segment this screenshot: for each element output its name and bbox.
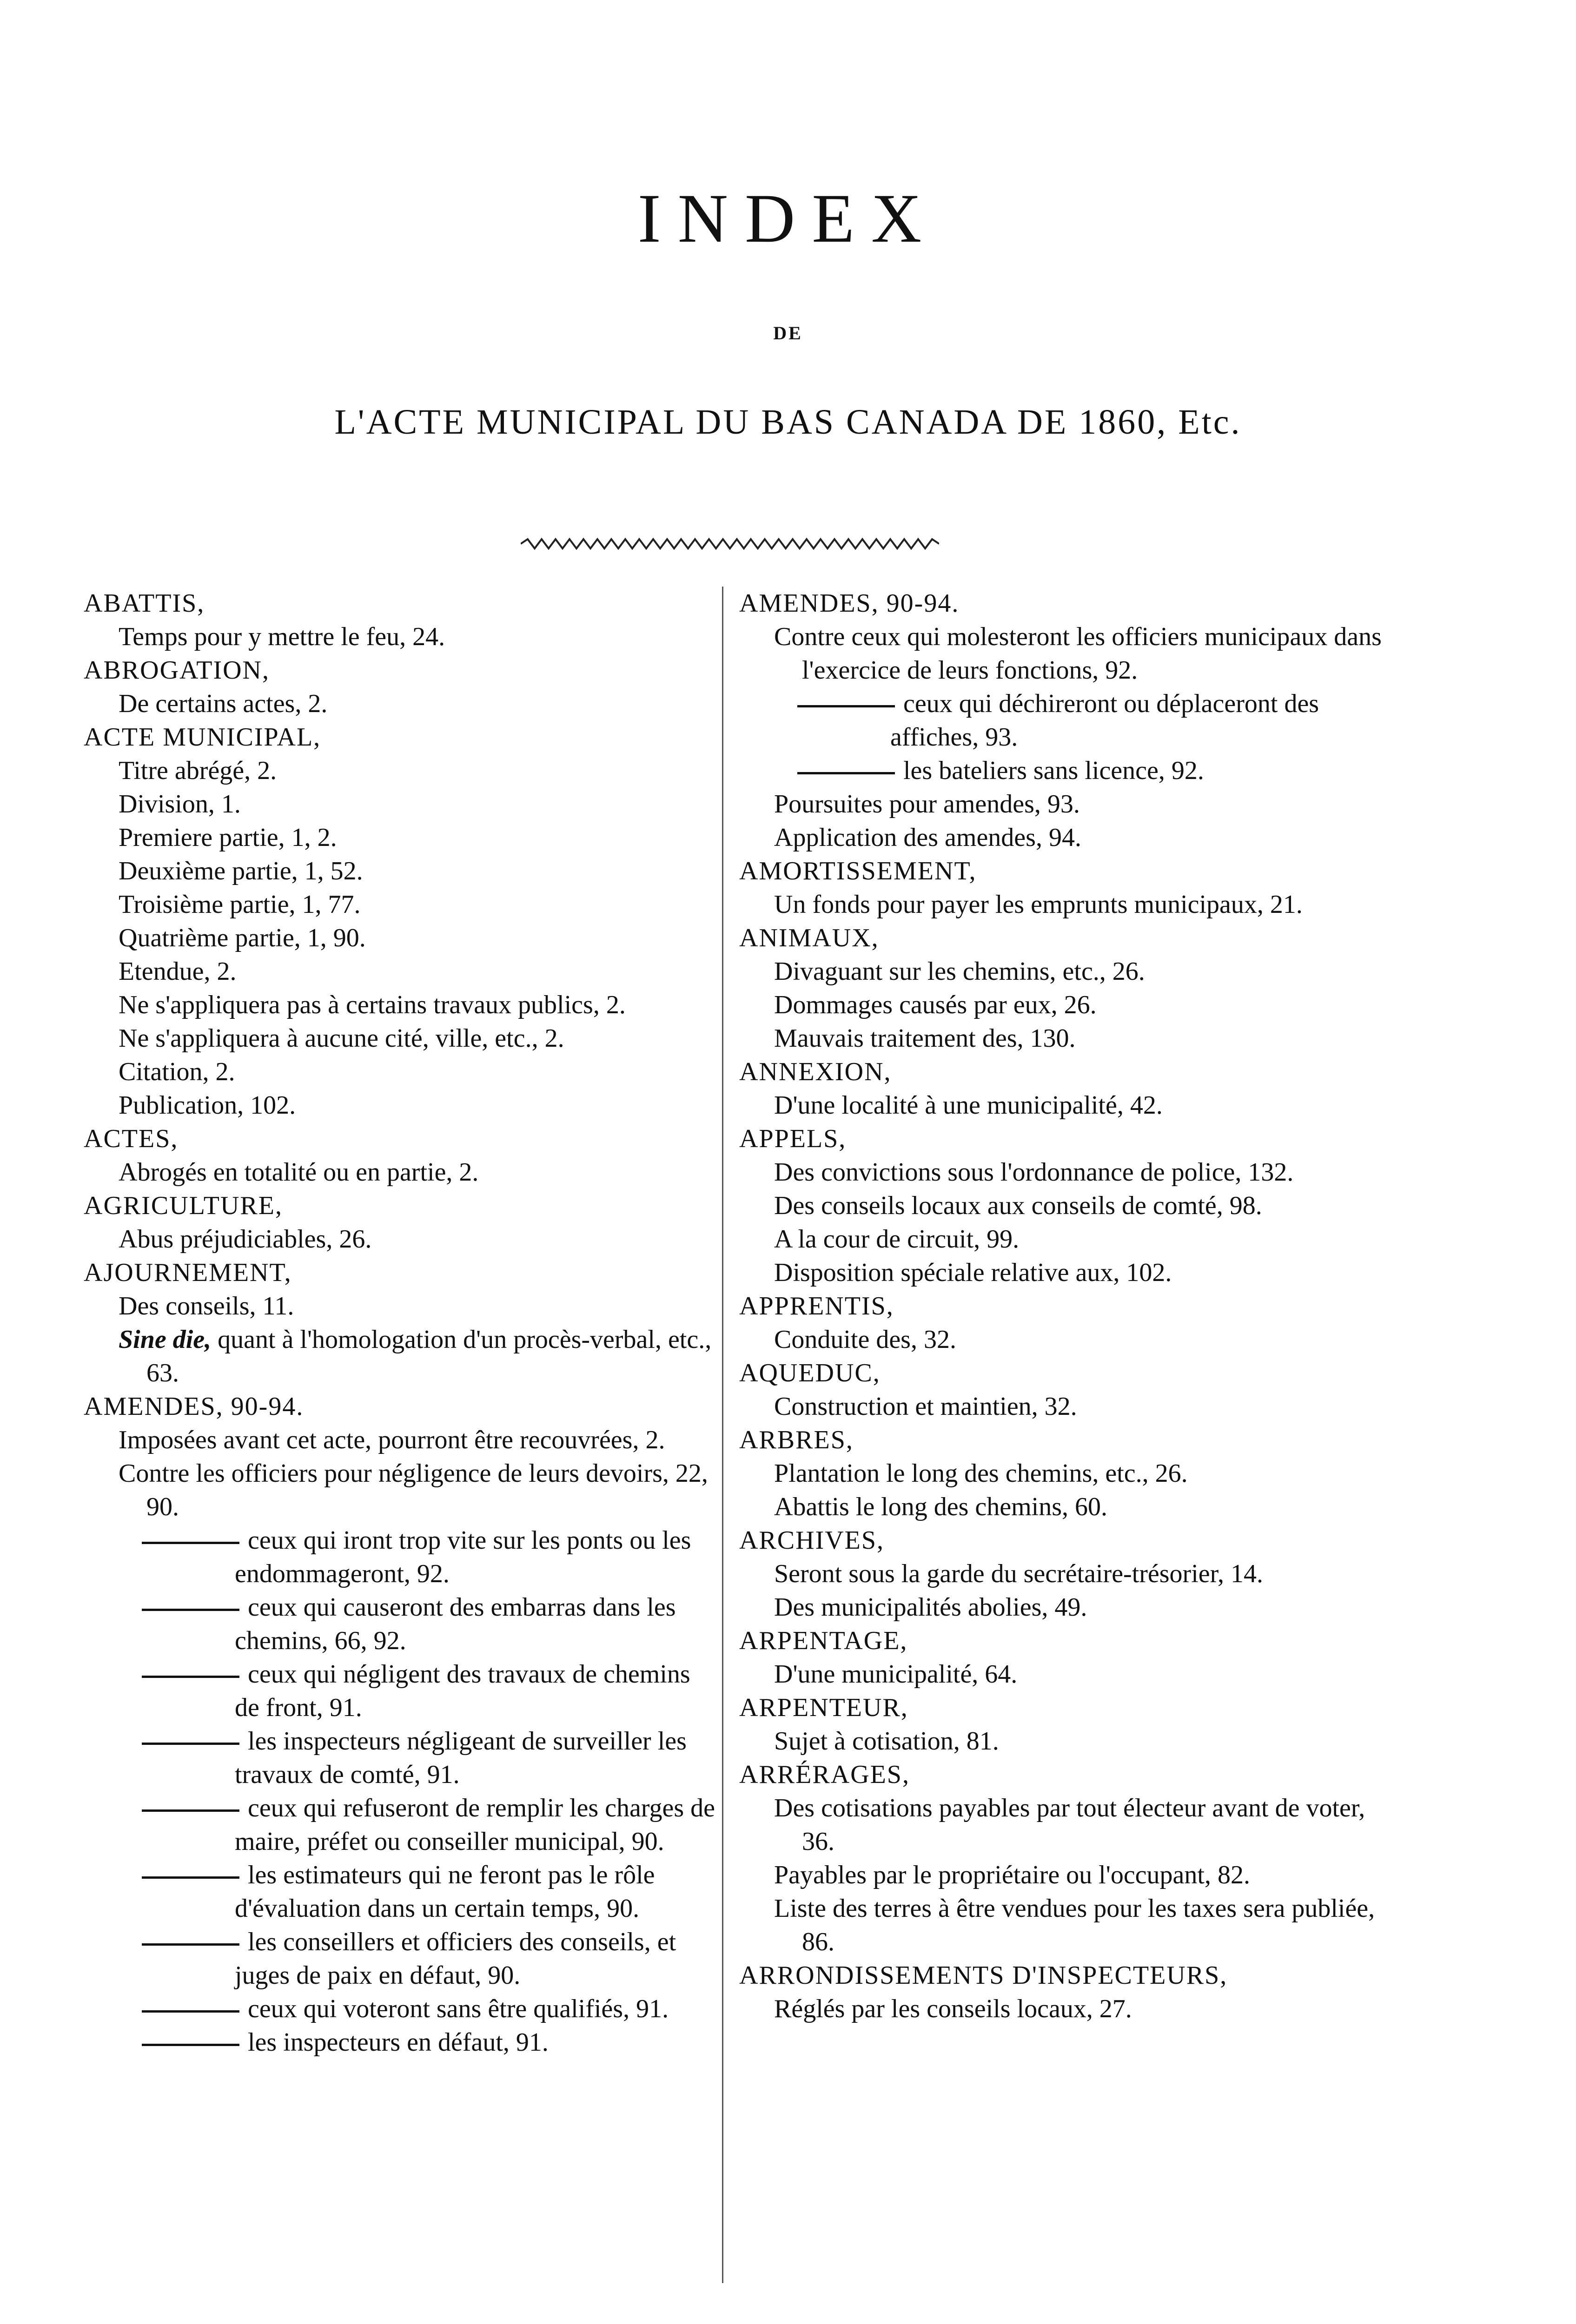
ornament-divider xyxy=(521,535,939,553)
index-subentry: Mauvais traitement des, 130. xyxy=(774,1024,1076,1053)
index-subentry: Payables par le propriétaire ou l'occupant, 82. xyxy=(774,1861,1250,1889)
continuation-text: ceux qui déchireront ou déplaceront des affiches, 93. xyxy=(890,689,1319,752)
index-subentry: Quatrième partie, 1, 90. xyxy=(119,924,366,952)
ditto-dash xyxy=(142,2044,239,2046)
index-subentry: Liste des terres à être vendues pour les taxes sera publiée, 86. xyxy=(774,1894,1375,1956)
index-heading: AGRICULTURE, xyxy=(84,1191,283,1220)
index-continuation xyxy=(84,1724,721,1791)
index-column-right xyxy=(739,587,1385,2026)
index-continuation xyxy=(739,687,1385,754)
index-continuation xyxy=(739,754,1385,787)
ditto-dash xyxy=(142,1876,239,1879)
continuation-text: ceux qui iront trop vite sur les ponts ou les endommageront, 92. xyxy=(235,1526,691,1588)
index-continuation xyxy=(84,2026,721,2059)
index-subentry: Conduite des, 32. xyxy=(774,1325,956,1354)
ditto-dash xyxy=(142,1676,239,1678)
index-subentry: Des conseils locaux aux conseils de comté, 98. xyxy=(774,1191,1262,1220)
page-subtitle: L'ACTE MUNICIPAL DU BAS CANADA DE 1860, Etc. xyxy=(334,403,1242,442)
index-subentry: Abus préjudiciables, 26. xyxy=(119,1225,372,1254)
ditto-dash xyxy=(142,1943,239,1946)
continuation-text: les inspecteurs en défaut, 91. xyxy=(248,2028,549,2057)
continuation-text: ceux qui voteront sans être qualifiés, 91. xyxy=(248,1994,669,2023)
index-heading: ARBRES, xyxy=(739,1426,854,1454)
index-subentry: Abattis le long des chemins, 60. xyxy=(774,1492,1108,1521)
index-subentry: Des conseils, 11. xyxy=(119,1292,294,1320)
ditto-dash xyxy=(142,1809,239,1812)
index-subentry: Construction et maintien, 32. xyxy=(774,1392,1077,1421)
index-subentry: Abrogés en totalité ou en partie, 2. xyxy=(119,1158,479,1187)
index-subentry: Disposition spéciale relative aux, 102. xyxy=(774,1258,1172,1287)
ditto-dash xyxy=(142,1743,239,1745)
index-column-left xyxy=(84,587,721,2059)
index-subentry: Application des amendes, 94. xyxy=(774,823,1081,852)
index-heading: AMENDES, 90-94. xyxy=(739,589,960,618)
index-continuation xyxy=(84,1591,721,1657)
subentry-text: quant à l'homologation d'un procès-verbal, etc., 63. xyxy=(146,1325,712,1387)
latin-term: Sine die, xyxy=(119,1325,212,1354)
index-continuation xyxy=(84,1858,721,1925)
index-subentry: Poursuites pour amendes, 93. xyxy=(774,790,1080,819)
index-heading: AMENDES, 90-94. xyxy=(84,1392,304,1421)
ditto-dash xyxy=(142,1542,239,1544)
index-subentry: Des cotisations payables par tout électeur avant de voter, 36. xyxy=(774,1794,1365,1856)
continuation-text: ceux qui causeront des embarras dans les chemins, 66, 92. xyxy=(235,1593,676,1655)
index-heading: ARPENTAGE, xyxy=(739,1626,908,1655)
index-subentry: Plantation le long des chemins, etc., 26. xyxy=(774,1459,1188,1488)
index-subentry: Imposées avant cet acte, pourront être recouvrées, 2. xyxy=(119,1426,665,1454)
index-subentry: Temps pour y mettre le feu, 24. xyxy=(119,622,445,651)
ditto-dash xyxy=(797,772,895,774)
index-heading: AQUEDUC, xyxy=(739,1359,881,1387)
continuation-text: les estimateurs qui ne feront pas le rôle d'évaluation dans un certain temps, 90. xyxy=(235,1861,655,1923)
index-heading: ARPENTEUR, xyxy=(739,1693,908,1722)
index-heading: ABATTIS, xyxy=(84,589,205,618)
index-heading: ARRÉRAGES, xyxy=(739,1760,910,1789)
index-subentry: D'une localité à une municipalité, 42. xyxy=(774,1091,1163,1120)
index-subentry: Premiere partie, 1, 2. xyxy=(119,823,337,852)
continuation-text: ceux qui refuseront de remplir les charges de maire, préfet ou conseiller municipal, 90. xyxy=(235,1794,715,1856)
index-subentry: Seront sous la garde du secrétaire-trésorier, 14. xyxy=(774,1559,1264,1588)
index-subentry: Un fonds pour payer les emprunts municipaux, 21. xyxy=(774,890,1303,919)
index-subentry: Troisième partie, 1, 77. xyxy=(119,890,361,919)
index-subentry: Des convictions sous l'ordonnance de police, 132. xyxy=(774,1158,1294,1187)
index-continuation xyxy=(84,1524,721,1591)
index-heading: ANIMAUX, xyxy=(739,924,879,952)
index-continuation xyxy=(84,1791,721,1858)
index-continuation xyxy=(84,1925,721,1992)
column-rule xyxy=(722,587,723,2283)
ditto-dash xyxy=(797,705,895,707)
index-heading: APPELS, xyxy=(739,1124,847,1153)
index-subentry: Citation, 2. xyxy=(119,1057,235,1086)
continuation-text: les bateliers sans licence, 92. xyxy=(903,756,1204,785)
index-subentry: A la cour de circuit, 99. xyxy=(774,1225,1020,1254)
page-title: INDEX xyxy=(637,180,939,257)
ditto-dash xyxy=(142,1609,239,1611)
index-heading: ABROGATION, xyxy=(84,656,270,685)
index-heading: ARRONDISSEMENTS D'INSPECTEURS, xyxy=(739,1961,1228,1990)
index-heading: APPRENTIS, xyxy=(739,1292,894,1320)
continuation-text: ceux qui négligent des travaux de chemins de front, 91. xyxy=(235,1660,690,1722)
index-heading: AMORTISSEMENT, xyxy=(739,857,977,885)
index-heading: ANNEXION, xyxy=(739,1057,892,1086)
index-heading: ACTE MUNICIPAL, xyxy=(84,723,321,752)
index-subentry: Des municipalités abolies, 49. xyxy=(774,1593,1087,1622)
index-subentry: Dommages causés par eux, 26. xyxy=(774,990,1097,1019)
index-subentry: Etendue, 2. xyxy=(119,957,237,986)
index-subentry: Contre ceux qui molesteront les officiers municipaux dans l'exercice de leurs fonctions, 92. xyxy=(774,622,1382,685)
index-heading: AJOURNEMENT, xyxy=(84,1258,292,1287)
index-subentry: Sujet à cotisation, 81. xyxy=(774,1727,999,1756)
title-connector: DE xyxy=(773,323,803,343)
continuation-text: les conseillers et officiers des conseils, et juges de paix en défaut, 90. xyxy=(235,1928,676,1990)
index-subentry: Divaguant sur les chemins, etc., 26. xyxy=(774,957,1145,986)
ditto-dash xyxy=(142,2010,239,2013)
index-subentry: Division, 1. xyxy=(119,790,241,819)
index-subentry: Ne s'appliquera à aucune cité, ville, etc., 2. xyxy=(119,1024,564,1053)
index-subentry: Publication, 102. xyxy=(119,1091,296,1120)
index-subentry: Réglés par les conseils locaux, 27. xyxy=(774,1994,1132,2023)
index-subentry: De certains actes, 2. xyxy=(119,689,328,718)
index-continuation xyxy=(84,1657,721,1724)
index-subentry: Ne s'appliquera pas à certains travaux publics, 2. xyxy=(119,990,626,1019)
index-continuation xyxy=(84,1992,721,2026)
index-subentry: Titre abrégé, 2. xyxy=(119,756,277,785)
index-heading: ACTES, xyxy=(84,1124,179,1153)
index-subentry: Contre les officiers pour négligence de leurs devoirs, 22, 90. xyxy=(119,1459,708,1521)
index-subentry xyxy=(84,1323,721,1390)
continuation-text: les inspecteurs négligeant de surveiller les travaux de comté, 91. xyxy=(235,1727,687,1789)
index-heading: ARCHIVES, xyxy=(739,1526,885,1555)
index-subentry: D'une municipalité, 64. xyxy=(774,1660,1018,1689)
index-subentry: Deuxième partie, 1, 52. xyxy=(119,857,363,885)
